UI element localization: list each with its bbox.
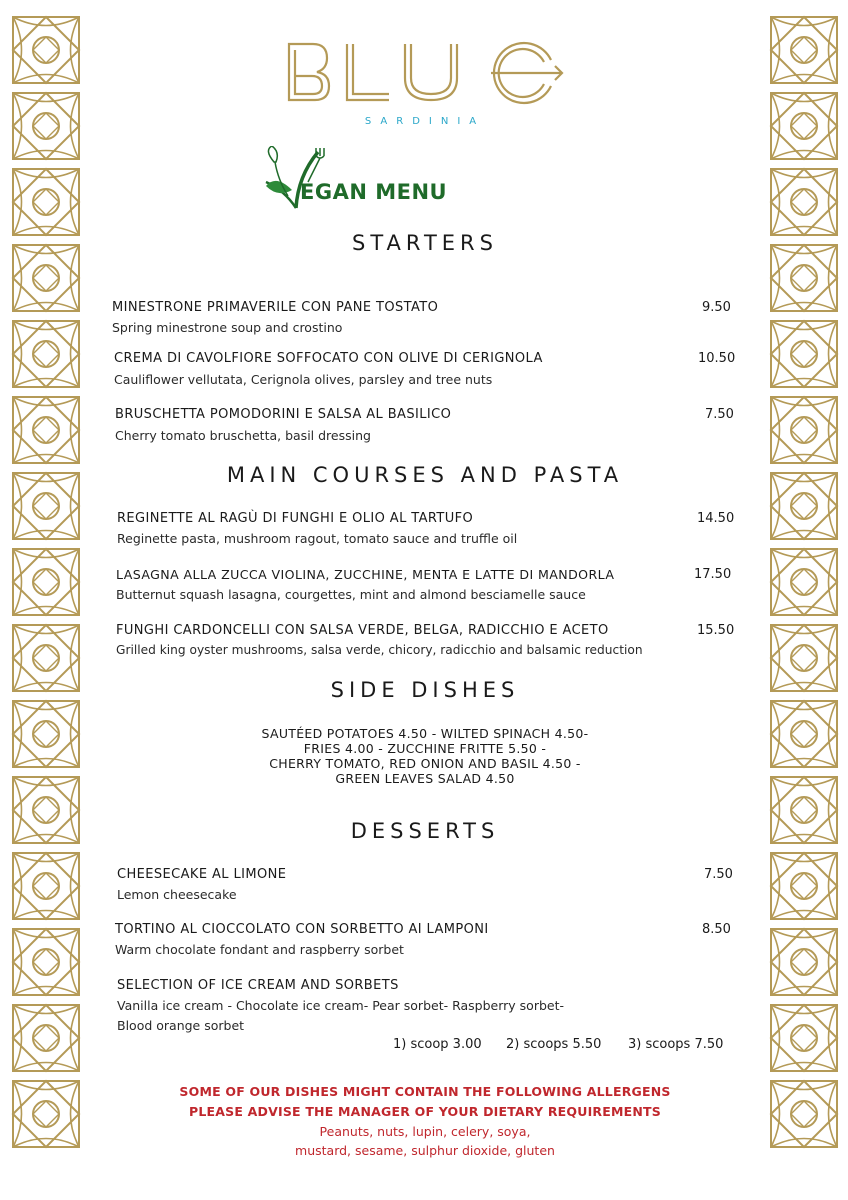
ornament-tile-icon [768, 774, 840, 846]
ornament-tile-icon [10, 546, 82, 618]
ornament-tile-icon [10, 318, 82, 390]
section-desserts-title: DESSERTS [350, 819, 500, 843]
ornament-tile-icon [768, 850, 840, 922]
left-border [10, 14, 82, 1154]
ornament-tile-icon [768, 546, 840, 618]
main-1-name: REGINETTE AL RAGÙ DI FUNGHI E OLIO AL TARTUFO [117, 511, 474, 526]
ornament-tile-icon [10, 1002, 82, 1074]
ornament-tile-icon [10, 698, 82, 770]
ornament-tile-icon [10, 470, 82, 542]
allergens-line-3: Peanuts, nuts, lupin, celery, soya, [319, 1124, 531, 1139]
side-line-3: CHERRY TOMATO, RED ONION AND BASIL 4.50 - [269, 756, 581, 771]
main-2-name: LASAGNA ALLA ZUCCA VIOLINA, ZUCCHINE, MENTA E LATTE DI MANDORLA [116, 567, 615, 582]
ornament-tile-icon [10, 622, 82, 694]
ornament-tile-icon [10, 1078, 82, 1150]
section-sides-title: SIDE DISHES [330, 678, 520, 702]
ornament-tile-icon [10, 774, 82, 846]
ornament-tile-icon [10, 394, 82, 466]
section-mains-title: MAIN COURSES AND PASTA [226, 463, 624, 487]
ornament-tile-icon [768, 1078, 840, 1150]
ornament-tile-icon [768, 14, 840, 86]
starter-2-name: CREMA DI CAVOLFIORE SOFFOCATO CON OLIVE DI CERIGNOLA [114, 351, 543, 366]
ornament-tile-icon [768, 90, 840, 162]
right-border [768, 14, 840, 1154]
ornament-tile-icon [768, 698, 840, 770]
allergens-line-1: SOME OF OUR DISHES MIGHT CONTAIN THE FOLLOWING ALLERGENS [179, 1084, 671, 1099]
main-3-price: 15.50 [697, 623, 735, 638]
main-1-price: 14.50 [697, 511, 735, 526]
ornament-tile-icon [768, 622, 840, 694]
ornament-tile-icon [768, 1002, 840, 1074]
ice-cream-desc-2: Blood orange sorbet [117, 1018, 245, 1033]
starter-1-name: MINESTRONE PRIMAVERILE CON PANE TOSTATO [112, 300, 439, 315]
side-dishes-list [170, 726, 680, 786]
dessert-2-desc: Warm chocolate fondant and raspberry sorbet [115, 942, 404, 957]
ornament-tile-icon [10, 14, 82, 86]
brand-logo [285, 38, 565, 108]
ornament-tile-icon [10, 242, 82, 314]
main-2-price: 17.50 [694, 567, 732, 582]
starter-2-desc: Cauliflower vellutata, Cerignola olives, parsley and tree nuts [114, 372, 493, 387]
ornament-tile-icon [768, 470, 840, 542]
side-line-2: FRIES 4.00 - ZUCCHINE FRITTE 5.50 - [303, 741, 547, 756]
brand-location: SARDINIA [364, 116, 486, 127]
starter-1-desc: Spring minestrone soup and crostino [112, 320, 343, 335]
starter-3-desc: Cherry tomato bruschetta, basil dressing [115, 428, 371, 443]
ornament-tile-icon [768, 394, 840, 466]
ice-cream-price-3: 3) scoops 7.50 [628, 1037, 724, 1052]
main-3-desc: Grilled king oyster mushrooms, salsa verde, chicory, radicchio and balsamic reduction [116, 643, 643, 657]
dessert-1-desc: Lemon cheesecake [117, 887, 237, 902]
allergens-line-2: PLEASE ADVISE THE MANAGER OF YOUR DIETARY REQUIREMENTS [189, 1104, 661, 1119]
ornament-tile-icon [10, 166, 82, 238]
ornament-tile-icon [768, 318, 840, 390]
dessert-2-price: 8.50 [702, 922, 731, 937]
allergens-line-4: mustard, sesame, sulphur dioxide, gluten [295, 1143, 555, 1158]
ice-cream-desc-1: Vanilla ice cream - Chocolate ice cream- Pear sorbet- Raspberry sorbet- [117, 998, 564, 1013]
side-line-1: SAUTÉED POTATOES 4.50 - WILTED SPINACH 4.50- [261, 726, 589, 741]
starter-3-name: BRUSCHETTA POMODORINI E SALSA AL BASILICO [115, 407, 452, 422]
ornament-tile-icon [768, 166, 840, 238]
main-3-name: FUNGHI CARDONCELLI CON SALSA VERDE, BELGA, RADICCHIO E ACETO [116, 623, 609, 638]
dessert-2-name: TORTINO AL CIOCCOLATO CON SORBETTO AI LAMPONI [115, 922, 489, 937]
ice-cream-price-2: 2) scoops 5.50 [506, 1037, 602, 1052]
ornament-tile-icon [10, 926, 82, 998]
ornament-tile-icon [768, 926, 840, 998]
dessert-1-price: 7.50 [704, 867, 733, 882]
starter-2-price: 10.50 [698, 351, 736, 366]
ornament-tile-icon [768, 242, 840, 314]
main-2-desc: Butternut squash lasagna, courgettes, mint and almond besciamelle sauce [116, 587, 586, 602]
ornament-tile-icon [10, 850, 82, 922]
menu-title: EGAN MENU [300, 180, 448, 204]
ice-cream-name: SELECTION OF ICE CREAM AND SORBETS [117, 978, 399, 993]
dessert-1-name: CHEESECAKE AL LIMONE [117, 867, 287, 882]
main-1-desc: Reginette pasta, mushroom ragout, tomato sauce and truffle oil [117, 531, 518, 546]
starter-3-price: 7.50 [705, 407, 734, 422]
ornament-tile-icon [10, 90, 82, 162]
allergens-notice [130, 1082, 720, 1160]
starter-1-price: 9.50 [702, 300, 731, 315]
ice-cream-price-1: 1) scoop 3.00 [393, 1037, 482, 1052]
section-starters-title: STARTERS [352, 231, 498, 255]
side-line-4: GREEN LEAVES SALAD 4.50 [335, 771, 515, 786]
